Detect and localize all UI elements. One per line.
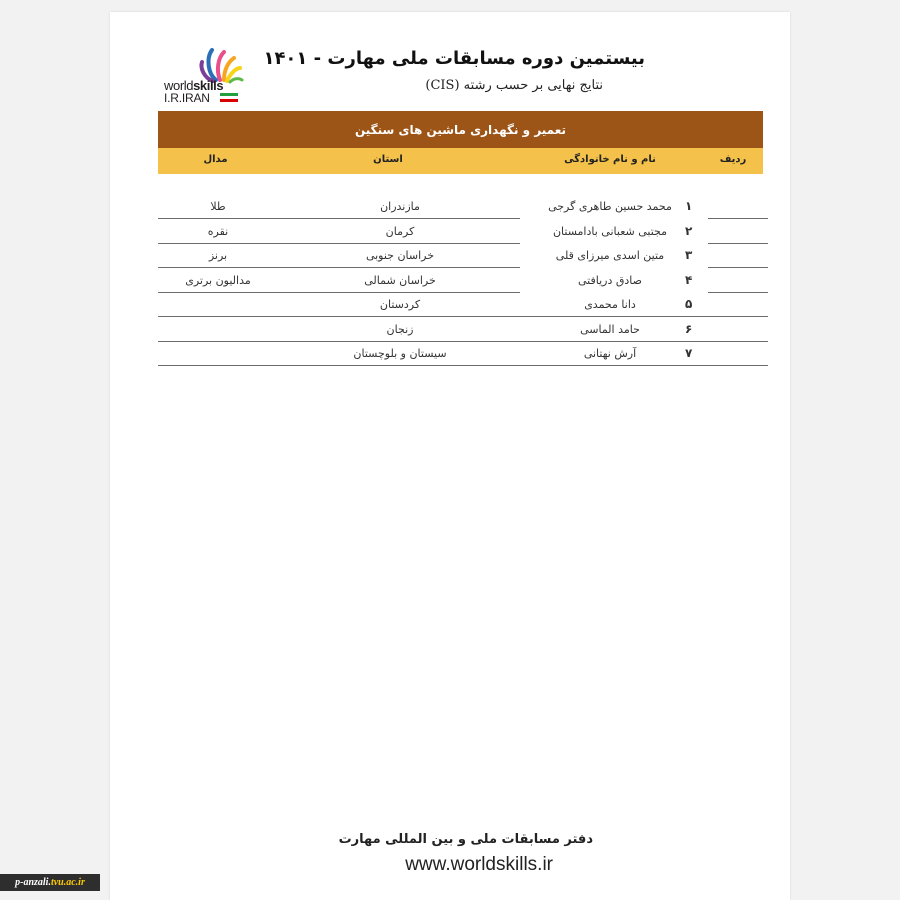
row-divider <box>708 218 768 219</box>
site-watermark <box>0 874 100 891</box>
row-name: آرش نهتانی <box>583 347 637 360</box>
row-rank: ۳ <box>685 248 693 262</box>
row-name: مجتبی شعبانی بادامستان <box>552 224 668 238</box>
row-province: خراسان شمالی <box>364 273 436 287</box>
row-rank: ۱ <box>685 199 693 213</box>
row-divider <box>158 243 520 244</box>
row-rank: ۴ <box>685 272 693 287</box>
row-name: متین اسدی میرزای قلی <box>555 249 665 262</box>
iran-flag-icon <box>220 93 238 102</box>
row-rank: ۵ <box>685 297 693 311</box>
row-rank: ۶ <box>685 321 693 336</box>
row-name: صادق دریافتی <box>578 273 642 287</box>
row-divider <box>158 316 768 317</box>
row-medal: نقره <box>207 224 229 238</box>
row-province: سیستان و بلوچستان <box>353 347 447 360</box>
logo-word-skills: skills <box>193 78 224 93</box>
col-header-medal: مدال <box>203 154 228 165</box>
worldskills-logo <box>164 44 244 118</box>
row-name: دانا محمدی <box>584 298 636 311</box>
logo-sub-iran: I.R.IRAN <box>164 91 210 105</box>
row-medal: برنز <box>208 249 228 262</box>
page-title: بیستمین دوره مسابقات ملی مهارت - ۱۴۰۱ <box>263 48 645 69</box>
row-divider <box>158 218 520 219</box>
footer-url: www.worldskills.ir <box>405 854 553 875</box>
document-page <box>110 12 790 900</box>
row-province: خراسان جنوبی <box>365 249 435 262</box>
row-province: کردستان <box>379 298 421 311</box>
watermark-highlight: tvu.ac.ir <box>50 877 85 888</box>
watermark-prefix: p-anzali. <box>15 877 51 888</box>
row-divider <box>158 341 768 342</box>
row-province: کرمان <box>385 224 415 238</box>
page-subtitle: نتایج نهایی بر حسب رشته (CIS) <box>425 78 603 93</box>
col-header-name: نام و نام خانوادگی <box>564 154 656 165</box>
row-divider <box>158 365 768 366</box>
footer-organization: دفتر مسابقات ملی و بین المللی مهارت <box>338 832 593 847</box>
row-province: زنجان <box>386 322 414 336</box>
row-medal: مدالیون برتری <box>185 273 251 287</box>
row-divider <box>708 267 768 268</box>
row-divider <box>158 292 520 293</box>
row-medal: طلا <box>210 200 226 213</box>
row-province: مازندران <box>380 200 420 213</box>
row-name: محمد حسین طاهری گرجی <box>548 200 672 213</box>
row-divider <box>708 243 768 244</box>
row-rank: ۲ <box>685 223 693 238</box>
col-header-province: استان <box>373 154 403 165</box>
row-name: حامد الماسی <box>580 322 640 336</box>
discipline-banner: تعمیر و نگهداری ماشین های سنگین <box>158 111 763 148</box>
row-divider <box>708 292 768 293</box>
row-divider <box>158 267 520 268</box>
table-header <box>158 148 763 174</box>
logo-word-world: world <box>164 78 194 93</box>
col-header-rank: ردیف <box>719 154 747 165</box>
row-rank: ۷ <box>685 346 693 360</box>
